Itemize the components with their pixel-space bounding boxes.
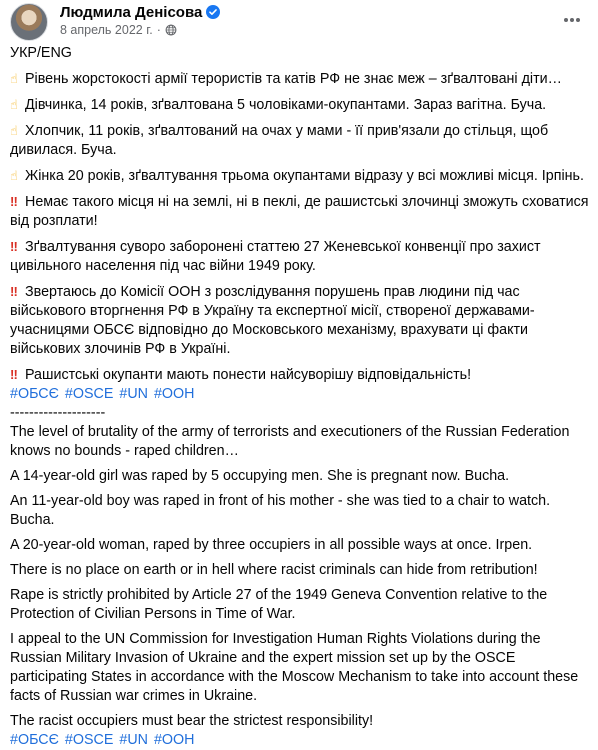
hashtag-link[interactable]: #ОБСЄ bbox=[10, 386, 59, 402]
language-line: УКР/ENG bbox=[10, 45, 72, 61]
exclamation-icon: ‼ bbox=[10, 284, 18, 299]
author-row bbox=[60, 3, 220, 21]
hand-icon: ☝ bbox=[10, 97, 18, 112]
post-header bbox=[10, 0, 590, 44]
eng-paragraph: The level of brutality of the army of terrorists and executioners of the Russian Federation knows no bounds - raped children… bbox=[10, 424, 570, 459]
eng-paragraph: Rape is strictly prohibited by Article 27 of the 1949 Geneva Convention relative to the Protection of Civilian Persons in Time of War. bbox=[10, 587, 548, 622]
ukr-paragraph: ‼ Немає такого місця ні на землі, ні в пеклі, де рашистські злочинці зможуть сховатися від розплати! bbox=[10, 194, 589, 229]
globe-icon[interactable] bbox=[165, 24, 177, 36]
exclamation-icon: ‼ bbox=[10, 239, 18, 254]
author-name[interactable]: Людмила Денісова bbox=[60, 3, 203, 21]
exclamation-icon: ‼ bbox=[10, 367, 18, 382]
separator-line: -------------------- bbox=[10, 405, 106, 421]
eng-paragraph: An 11-year-old boy was raped in front of his mother - she was tied to a chair to watch. Bucha. bbox=[10, 493, 551, 528]
hashtag-link[interactable]: #OSCE bbox=[64, 386, 114, 402]
hashtag-link[interactable]: #ОБСЄ bbox=[10, 732, 59, 748]
more-dots-icon bbox=[563, 17, 581, 23]
hashtag-link[interactable]: #UN bbox=[119, 386, 148, 402]
eng-paragraph: There is no place on earth or in hell where racist criminals can hide from retribution! bbox=[10, 562, 538, 578]
ukr-paragraph: ☝ Хлопчик, 11 років, зґвалтований на очах у мами - її прив'язали до стільця, щоб дивилася. Буча. bbox=[10, 123, 549, 158]
hand-icon: ☝ bbox=[10, 71, 18, 86]
post-date[interactable]: 8 апрель 2022 г. bbox=[60, 23, 153, 37]
eng-paragraph: A 14-year-old girl was raped by 5 occupying men. She is pregnant now. Bucha. bbox=[10, 468, 510, 484]
eng-paragraph: A 20-year-old woman, raped by three occupiers in all possible ways at once. Irpen. bbox=[10, 537, 533, 553]
hand-icon: ☝ bbox=[10, 168, 18, 183]
author-avatar[interactable] bbox=[10, 3, 48, 41]
post-meta bbox=[60, 23, 177, 37]
meta-separator: · bbox=[156, 23, 161, 37]
ukr-paragraph: ‼ Зґвалтування суворо заборонені статтею 27 Женевської конвенції про захист цивільного населення під час війни 1949 року. bbox=[10, 239, 541, 274]
eng-paragraph: The racist occupiers must bear the strictest responsibility! bbox=[10, 713, 374, 729]
ukr-paragraph: ‼ Звертаюсь до Комісії ООН з розслідування порушень прав людини під час військового вторгнення РФ в Україну та експертної місії, створеної державами-учасницями ОБСЄ відповідно до Московського механізму, врахувати ці факти військових злочинів РФ в Україні. bbox=[10, 284, 535, 357]
hashtag-link[interactable]: #UN bbox=[119, 732, 148, 748]
hashtags-eng bbox=[10, 731, 590, 750]
hashtags-ukr bbox=[10, 385, 590, 404]
ukr-paragraph: ☝ Жінка 20 років, зґвалтування трьома окупантами відразу у всі можливі місця. Ірпінь. bbox=[10, 168, 584, 184]
ukr-paragraph: ‼ Рашистські окупанти мають понести найсуворішу відповідальність! bbox=[10, 367, 472, 383]
hand-icon: ☝ bbox=[10, 123, 18, 138]
hashtag-link[interactable]: #OSCE bbox=[64, 732, 114, 748]
hashtag-link[interactable]: #ООН bbox=[153, 386, 195, 402]
ukr-paragraph: ☝ Рівень жорстокості армії терористів та катів РФ не знає меж – зґвалтовані діти… bbox=[10, 71, 562, 87]
post-body bbox=[10, 44, 590, 750]
exclamation-icon: ‼ bbox=[10, 194, 18, 209]
hashtag-link[interactable]: #ООН bbox=[153, 732, 195, 748]
verified-badge-icon bbox=[206, 5, 220, 19]
ukr-paragraph: ☝ Дівчинка, 14 років, зґвалтована 5 чоловіками-окупантами. Зараз вагітна. Буча. bbox=[10, 97, 547, 113]
eng-paragraph: I appeal to the UN Commission for Investigation Human Rights Violations during the Russian Military Invasion of Ukraine and the expert mission set up by the OSCE participating States in accordance with the Moscow Mechanism to take into account these facts of Russian war crimes in Ukraine. bbox=[10, 631, 579, 704]
more-options-button[interactable] bbox=[558, 6, 586, 34]
